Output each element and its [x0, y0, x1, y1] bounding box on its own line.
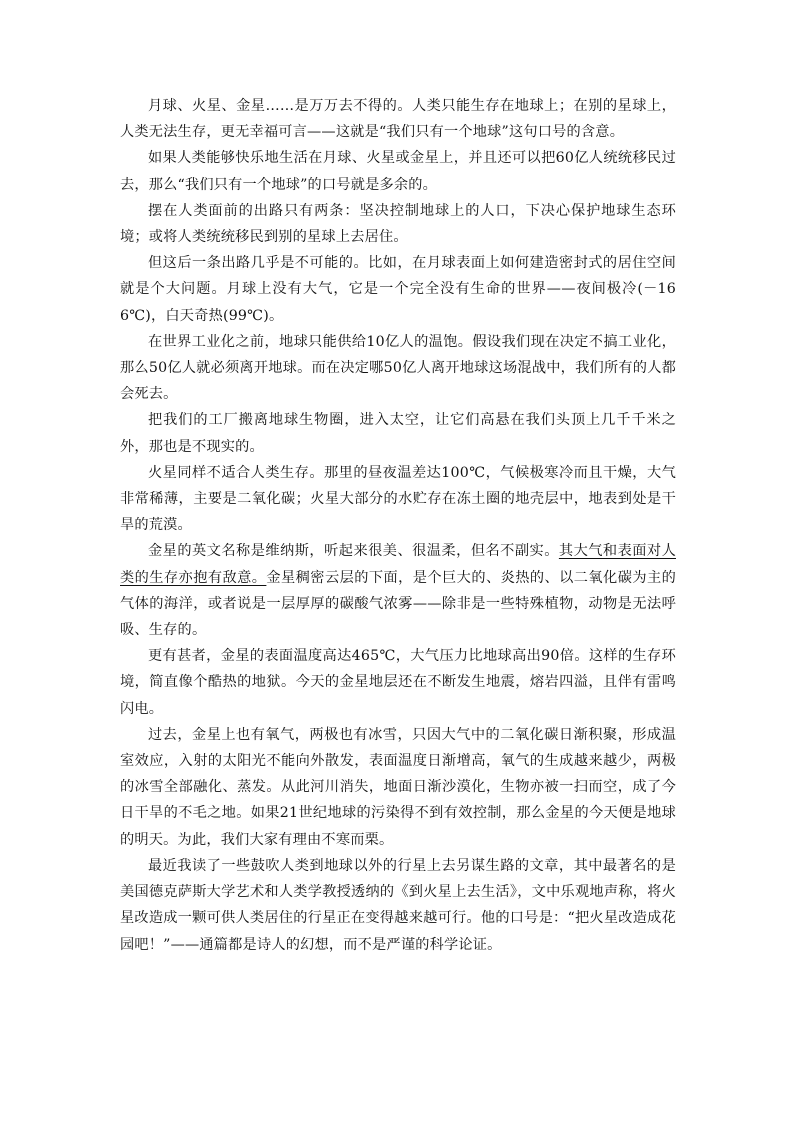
paragraph-text: 金星稠密云层的下面，是个巨大的、炎热的、以二氧化碳为主的气体的海洋，或者说是一层厚厚的碳酸气浓雾——除非是一些特殊植物，动物是无法呼吸、生存的。 — [120, 569, 676, 639]
paragraph-text: 月球、火星、金星……是万万去不得的。人类只能生存在地球上；在别的星球上，人类无法生存，更无幸福可言——这就是“我们只有一个地球”这句口号的含意。 — [120, 98, 676, 141]
paragraph-8 — [120, 538, 676, 643]
paragraph-1 — [120, 93, 676, 145]
paragraph-text: 最近我读了一些鼓吹人类到地球以外的行星上去另谋生路的文章，其中最著名的是美国德克萨斯大学艺术和人类学教授透纳的《到火星上去生活》，文中乐观地声称，将火星改造成一颗可供人类居住的行星正在变得越来越可行。他的口号是：“把火星改造成花园吧！”——通篇都是诗人的幻想，而不是严谨的科学论证。 — [120, 857, 676, 953]
paragraph-7 — [120, 460, 676, 539]
paragraph-text: 金星的英文名称是维纳斯，听起来很美、很温柔，但名不副实。 — [148, 543, 559, 560]
paragraph-10 — [120, 722, 676, 853]
paragraph-5 — [120, 329, 676, 408]
paragraph-text: 摆在人类面前的出路只有两条：坚决控制地球上的人口，下决心保护地球生态环境；或将人类统统移民到别的星球上去居住。 — [120, 202, 676, 246]
paragraph-text: 过去，金星上也有氧气，两极也有冰雪，只因大气中的二氧化碳日渐积聚，形成温室效应，入射的太阳光不能向外散发，表面温度日渐增高，氧气的生成越来越少，两极的冰雪全部融化、蒸发。从此河川消失，地面日渐沙漠化，生物亦被一扫而空，成了今日干旱的不毛之地。如果21世纪地球的污染得不到有效控制，那么金星的今天便是地球的明天。为此，我们大家有理由不寒而栗。 — [120, 726, 676, 848]
paragraph-2 — [120, 145, 676, 197]
document-body — [120, 93, 676, 958]
underlined-sentence: 其大气和表面对人类的生存亦抱有敌意。 — [120, 543, 676, 586]
paragraph-text: 在世界工业化之前，地球只能供给10亿人的温饱。假设我们现在决定不搞工业化，那么50亿人就必须离开地球。而在决定哪50亿人离开地球这场混战中，我们所有的人都会死去。 — [120, 333, 676, 403]
paragraph-text: 把我们的工厂搬离地球生物圈，进入太空，让它们高悬在我们头顶上几千千米之外，那也是不现实的。 — [120, 412, 676, 455]
paragraph-9 — [120, 643, 676, 722]
paragraph-text: 更有甚者，金星的表面温度高达465℃，大气压力比地球高出90倍。这样的生存环境，简直像个酷热的地狱。今天的金星地层还在不断发生地震，熔岩四溢，且伴有雷鸣闪电。 — [120, 648, 676, 717]
paragraph-text: 如果人类能够快乐地生活在月球、火星或金星上，并且还可以把60亿人统统移民过去，那么“我们只有一个地球”的口号就是多余的。 — [120, 150, 676, 193]
paragraph-11 — [120, 853, 676, 958]
paragraph-text: 但这后一条出路几乎是不可能的。比如，在月球表面上如何建造密封式的居住空间就是个大问题。月球上没有大气，它是一个完全没有生命的世界——夜间极冷(－166℃)，白天奇热(99℃)。 — [120, 255, 676, 324]
paragraph-text: 火星同样不适合人类生存。那里的昼夜温差达100℃，气候极寒冷而且干燥，大气非常稀薄，主要是二氧化碳；火星大部分的水贮存在冻土圈的地壳层中，地表到处是干旱的荒漠。 — [120, 464, 676, 534]
paragraph-4 — [120, 250, 676, 329]
paragraph-3 — [120, 198, 676, 250]
paragraph-6 — [120, 407, 676, 459]
